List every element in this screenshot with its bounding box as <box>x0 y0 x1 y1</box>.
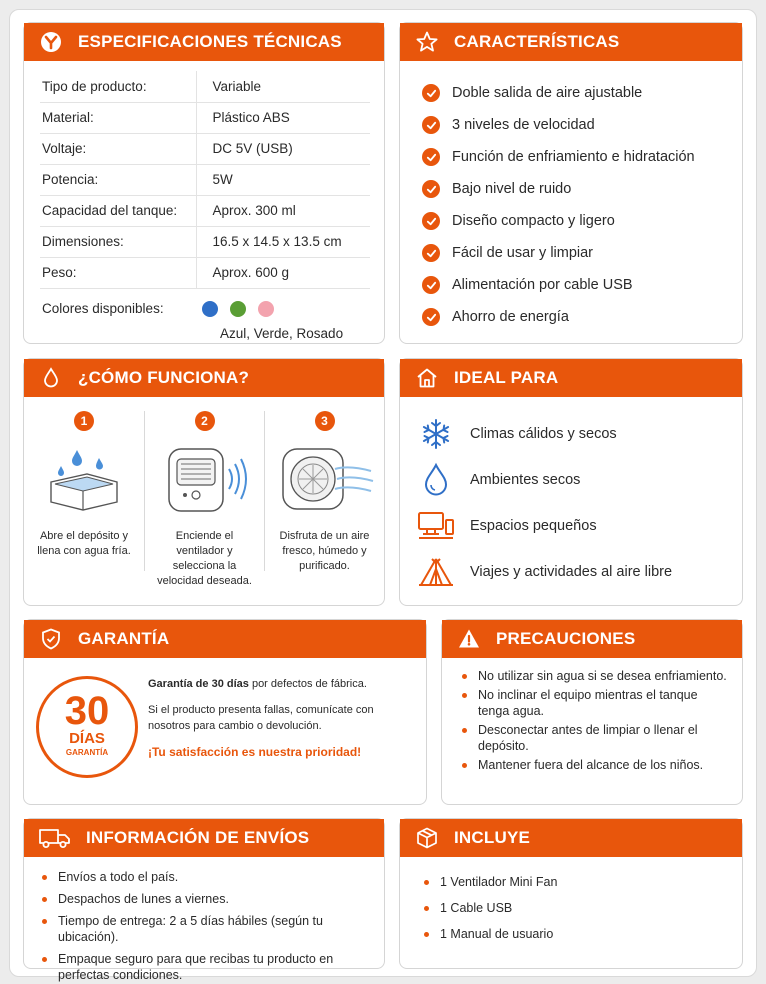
feature-label: Alimentación por cable USB <box>452 277 633 293</box>
feature-label: 3 niveles de velocidad <box>452 117 595 133</box>
snowflake-icon <box>416 416 456 452</box>
includes-list <box>422 869 728 947</box>
spec-value: Aprox. 600 g <box>196 257 370 288</box>
shipping-title: INFORMACIÓN DE ENVÍOS <box>86 828 310 847</box>
ideal-list <box>416 411 742 595</box>
fan-unit-icon <box>145 435 264 523</box>
spec-value: 16.5 x 14.5 x 13.5 cm <box>196 226 370 257</box>
warranty-line-1 <box>148 676 388 692</box>
precautions-header <box>442 620 742 658</box>
spec-value: Plástico ABS <box>196 102 370 133</box>
colors-row <box>42 301 366 317</box>
color-swatch <box>258 301 274 317</box>
check-icon <box>422 212 440 230</box>
spec-row <box>40 71 370 102</box>
specs-table <box>40 71 370 289</box>
spec-row <box>40 164 370 195</box>
ideal-item <box>416 411 742 457</box>
spec-key: Tipo de producto: <box>40 71 196 102</box>
shipping-header <box>24 819 384 857</box>
feature-item <box>422 173 742 205</box>
step-3 <box>264 411 384 571</box>
spec-key: Capacidad del tanque: <box>40 195 196 226</box>
ideal-item <box>416 549 742 595</box>
feature-item <box>422 141 742 173</box>
check-icon <box>422 84 440 102</box>
warranty-highlight: ¡Tu satisfacción es nuestra prioridad! <box>148 745 362 759</box>
ideal-card <box>399 358 743 606</box>
shipping-list <box>40 869 370 983</box>
list-item: 1 Ventilador Mini Fan <box>422 869 728 895</box>
warranty-rest: por defectos de fábrica. <box>248 678 367 690</box>
check-icon <box>422 276 440 294</box>
ideal-label: Espacios pequeños <box>470 518 597 534</box>
list-item: Tiempo de entrega: 2 a 5 días hábiles (según tu ubicación). <box>40 913 370 945</box>
feature-item <box>422 109 742 141</box>
step-1 <box>24 411 144 571</box>
feature-item <box>422 77 742 109</box>
how-card <box>23 358 385 606</box>
spec-key: Material: <box>40 102 196 133</box>
how-header <box>24 359 384 397</box>
computer-desk-icon <box>416 508 456 544</box>
water-drop-icon <box>416 462 456 498</box>
specs-card <box>23 22 385 344</box>
water-tank-icon <box>24 435 144 523</box>
warranty-header <box>24 620 426 658</box>
feature-label: Bajo nivel de ruido <box>452 181 572 197</box>
spec-value: DC 5V (USB) <box>196 133 370 164</box>
color-swatch <box>202 301 218 317</box>
step-2 <box>144 411 264 587</box>
truck-icon <box>38 825 72 851</box>
home-icon <box>414 365 440 391</box>
spec-row <box>40 133 370 164</box>
spec-row <box>40 257 370 288</box>
warranty-text <box>148 676 388 770</box>
warranty-card <box>23 619 427 805</box>
list-item: Envíos a todo el país. <box>40 869 370 885</box>
tent-icon <box>416 554 456 590</box>
colors-names: Azul, Verde, Rosado <box>220 325 344 341</box>
list-item: 1 Cable USB <box>422 895 728 921</box>
ideal-label: Ambientes secos <box>470 472 581 488</box>
color-swatch <box>230 301 246 317</box>
list-item: No utilizar sin agua si se desea enfriamiento. <box>460 668 728 684</box>
feature-label: Ahorro de energía <box>452 309 569 325</box>
feature-item <box>422 237 742 269</box>
precautions-title: PRECAUCIONES <box>496 629 636 648</box>
gear-logo-icon <box>38 29 64 55</box>
step-text: Abre el depósito y llena con agua fría. <box>37 530 131 557</box>
ideal-item <box>416 457 742 503</box>
shipping-card <box>23 818 385 982</box>
how-steps <box>24 411 384 587</box>
badge-days: DÍAS <box>69 730 105 747</box>
features-card <box>399 22 743 344</box>
ideal-label: Viajes y actividades al aire libre <box>470 564 673 580</box>
feature-label: Diseño compacto y ligero <box>452 213 615 229</box>
spec-key: Dimensiones: <box>40 226 196 257</box>
badge-label: GARANTÍA <box>65 748 109 757</box>
badge-number: 30 <box>64 689 110 733</box>
feature-label: Fácil de usar y limpiar <box>452 245 594 261</box>
ideal-item <box>416 503 742 549</box>
spec-key: Potencia: <box>40 164 196 195</box>
includes-card <box>399 818 743 969</box>
specs-header <box>24 23 384 61</box>
spec-row <box>40 226 370 257</box>
star-icon <box>414 29 440 55</box>
warranty-badge <box>36 676 138 778</box>
features-list <box>422 77 742 333</box>
spec-value: 5W <box>196 164 370 195</box>
precautions-card <box>441 619 743 805</box>
spec-value: Variable <box>196 71 370 102</box>
color-swatches <box>200 301 274 317</box>
features-title: CARACTERÍSTICAS <box>454 32 620 51</box>
warranty-title: GARANTÍA <box>78 629 170 648</box>
list-item: Mantener fuera del alcance de los niños. <box>460 757 728 773</box>
spec-key: Peso: <box>40 257 196 288</box>
check-icon <box>422 116 440 134</box>
step-text: Disfruta de un aire fresco, húmedo y purificado. <box>279 530 370 572</box>
colors-label: Colores disponibles: <box>42 300 164 316</box>
step-number: 1 <box>74 411 94 431</box>
list-item: Despachos de lunes a viernes. <box>40 891 370 907</box>
ideal-label: Climas cálidos y secos <box>470 426 617 442</box>
check-icon <box>422 244 440 262</box>
spec-row <box>40 195 370 226</box>
check-icon <box>422 148 440 166</box>
list-item: 1 Manual de usuario <box>422 921 728 947</box>
feature-item <box>422 301 742 333</box>
feature-item <box>422 269 742 301</box>
list-item: Empaque seguro para que recibas tu producto en perfectas condiciones. <box>40 951 370 983</box>
spec-row <box>40 102 370 133</box>
spec-key: Voltaje: <box>40 133 196 164</box>
precautions-list <box>460 668 728 773</box>
feature-label: Doble salida de aire ajustable <box>452 85 643 101</box>
features-header <box>400 23 742 61</box>
feature-label: Función de enfriamiento e hidratación <box>452 149 695 165</box>
feature-item <box>422 205 742 237</box>
includes-title: INCLUYE <box>454 828 531 847</box>
step-text: Enciende el ventilador y selecciona la velocidad deseada. <box>157 530 252 587</box>
list-item: No inclinar el equipo mientras el tanque tenga agua. <box>460 687 728 719</box>
box-icon <box>414 825 440 851</box>
check-icon <box>422 180 440 198</box>
warning-icon <box>456 626 482 652</box>
shield-check-icon <box>38 626 64 652</box>
check-icon <box>422 308 440 326</box>
spec-value: Aprox. 300 ml <box>196 195 370 226</box>
ideal-title: IDEAL PARA <box>454 368 559 387</box>
ideal-header <box>400 359 742 397</box>
warranty-bold: Garantía de 30 días <box>148 678 249 690</box>
specs-title: ESPECIFICACIONES TÉCNICAS <box>78 32 342 51</box>
includes-header <box>400 819 742 857</box>
water-drop-icon <box>38 365 64 391</box>
step-number: 2 <box>195 411 215 431</box>
warranty-line-2: Si el producto presenta fallas, comunícate con nosotros para cambio o devolución. <box>148 704 374 732</box>
fan-airflow-icon <box>265 435 384 523</box>
step-number: 3 <box>315 411 335 431</box>
how-title: ¿CÓMO FUNCIONA? <box>78 368 250 387</box>
list-item: Desconectar antes de limpiar o llenar el depósito. <box>460 722 728 754</box>
